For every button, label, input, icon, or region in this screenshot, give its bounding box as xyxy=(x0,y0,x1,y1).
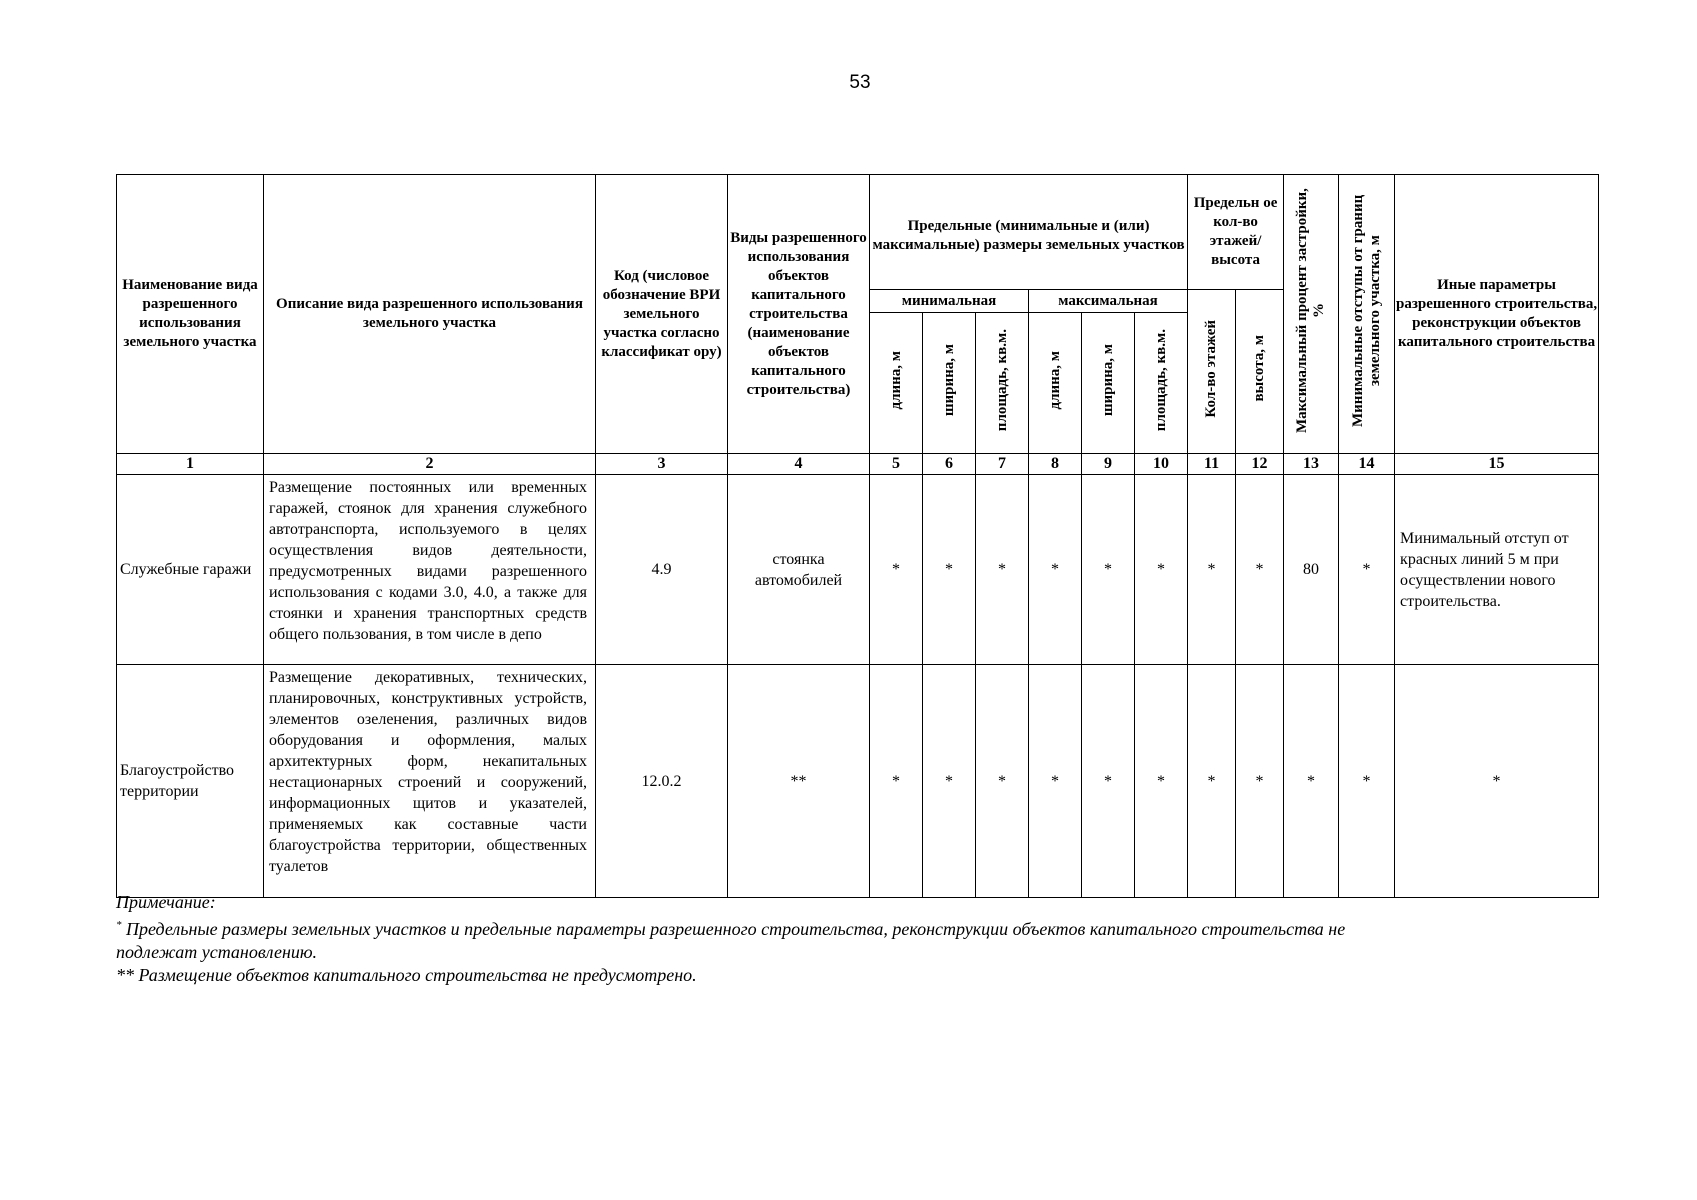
cell-max-length: * xyxy=(1029,665,1082,898)
cell-setback: * xyxy=(1339,665,1395,898)
header-max-width-label: ширина, м xyxy=(1099,343,1116,417)
cell-max-width: * xyxy=(1082,475,1135,665)
header-name: Наименование вида разрешенного использования земельного участка xyxy=(117,175,264,454)
column-number: 7 xyxy=(976,454,1029,475)
cell-floors: * xyxy=(1188,665,1236,898)
cell-min-width: * xyxy=(923,665,976,898)
header-coverage xyxy=(1284,175,1339,454)
header-max-length-label: длина, м xyxy=(1046,350,1063,410)
header-code: Код (числовое обозначение ВРИ земельного участка согласно классификат ору) xyxy=(596,175,728,454)
header-description: Описание вида разрешенного использования земельного участка xyxy=(264,175,596,454)
column-number: 4 xyxy=(728,454,870,475)
cell-min-length: * xyxy=(870,665,923,898)
header-min-width-label: ширина, м xyxy=(940,343,957,417)
cell-height: * xyxy=(1236,665,1284,898)
cell-oks: ** xyxy=(728,665,870,898)
header-floors xyxy=(1188,290,1236,454)
cell-other: * xyxy=(1395,665,1599,898)
header-coverage-label: Максимальный процент застройки, % xyxy=(1294,188,1328,434)
cell-code: 12.0.2 xyxy=(596,665,728,898)
header-other: Иные параметры разрешенного строительства, реконструкции объектов капитального строительства xyxy=(1395,175,1599,454)
header-setback xyxy=(1339,175,1395,454)
cell-name: Благоустройство территории xyxy=(117,665,264,898)
table-row xyxy=(117,665,1599,898)
column-number: 12 xyxy=(1236,454,1284,475)
header-height-label: высота, м xyxy=(1251,335,1268,402)
cell-setback: * xyxy=(1339,475,1395,665)
column-number: 11 xyxy=(1188,454,1236,475)
header-max-length xyxy=(1029,313,1082,454)
page-number: 53 xyxy=(849,72,871,93)
note-1-continued: подлежат установлению. xyxy=(116,942,318,962)
header-min-area xyxy=(976,313,1029,454)
header-plot-sizes: Предельные (минимальные и (или) максимальные) размеры земельных участков xyxy=(870,175,1188,290)
land-use-table xyxy=(116,174,1599,898)
notes xyxy=(116,891,1596,987)
column-number: 3 xyxy=(596,454,728,475)
column-number: 6 xyxy=(923,454,976,475)
cell-description: Размещение постоянных или временных гаражей, стоянок для хранения служебного автотранспорта, используемого в целях осуществления видов деятельности, предусмотренных видами разрешенного использования с кодами 3.0, 4.0, а также для стоянки и хранения транспортных средств общего пользования, в том числе в депо xyxy=(264,475,596,665)
header-floors-height: Предельн ое кол-во этажей/ высота xyxy=(1188,175,1284,290)
cell-floors: * xyxy=(1188,475,1236,665)
cell-min-width: * xyxy=(923,475,976,665)
column-number: 15 xyxy=(1395,454,1599,475)
header-setback-label: Минимальные отступы от границ земельного участка, м xyxy=(1349,194,1383,428)
cell-max-area: * xyxy=(1135,475,1188,665)
cell-max-width: * xyxy=(1082,665,1135,898)
cell-min-area: * xyxy=(976,665,1029,898)
cell-description: Размещение декоративных, технических, планировочных, конструктивных устройств, элементов озеленения, различных видов оборудования и оформления, малых архитектурных форм, некапитальных нестационарных строений и сооружений, информационных щитов и указателей, применяемых как составные части благоустройства территории, общественных туалетов xyxy=(264,665,596,898)
cell-coverage: * xyxy=(1284,665,1339,898)
column-number: 9 xyxy=(1082,454,1135,475)
note-1-line-1: Предельные размеры земельных участков и предельные параметры разрешенного строительства, реконструкции объектов капитального строительства не xyxy=(126,919,1346,939)
header-height xyxy=(1236,290,1284,454)
cell-max-area: * xyxy=(1135,665,1188,898)
header-minimum: минимальная xyxy=(870,290,1029,313)
header-max-area xyxy=(1135,313,1188,454)
header-min-length xyxy=(870,313,923,454)
cell-other: Минимальный отступ от красных линий 5 м при осуществлении нового строительства. xyxy=(1395,475,1599,665)
cell-min-area: * xyxy=(976,475,1029,665)
note-1-mark: * xyxy=(116,919,122,931)
header-maximum: максимальная xyxy=(1029,290,1188,313)
column-number: 1 xyxy=(117,454,264,475)
column-number: 10 xyxy=(1135,454,1188,475)
cell-min-length: * xyxy=(870,475,923,665)
cell-oks: стоянка автомобилей xyxy=(728,475,870,665)
cell-height: * xyxy=(1236,475,1284,665)
cell-code: 4.9 xyxy=(596,475,728,665)
header-min-area-label: площадь, кв.м. xyxy=(993,328,1010,432)
column-number: 8 xyxy=(1029,454,1082,475)
header-max-area-label: площадь, кв.м. xyxy=(1152,328,1169,432)
column-number: 14 xyxy=(1339,454,1395,475)
cell-max-length: * xyxy=(1029,475,1082,665)
header-max-width xyxy=(1082,313,1135,454)
table-row xyxy=(117,475,1599,665)
header-floors-label: Кол-во этажей xyxy=(1203,319,1220,418)
column-number: 5 xyxy=(870,454,923,475)
column-number: 13 xyxy=(1284,454,1339,475)
cell-coverage: 80 xyxy=(1284,475,1339,665)
header-min-length-label: длина, м xyxy=(887,350,904,410)
notes-title: Примечание: xyxy=(116,892,216,912)
note-2: ** Размещение объектов капитального строительства не предусмотрено. xyxy=(116,965,697,985)
header-oks-types: Виды разрешенного использования объектов капитального строительства (наименование объектов капитального строительства) xyxy=(728,175,870,454)
note-1 xyxy=(116,914,1596,941)
cell-name: Служебные гаражи xyxy=(117,475,264,665)
column-number: 2 xyxy=(264,454,596,475)
column-numbers-row xyxy=(117,454,1599,475)
header-min-width xyxy=(923,313,976,454)
